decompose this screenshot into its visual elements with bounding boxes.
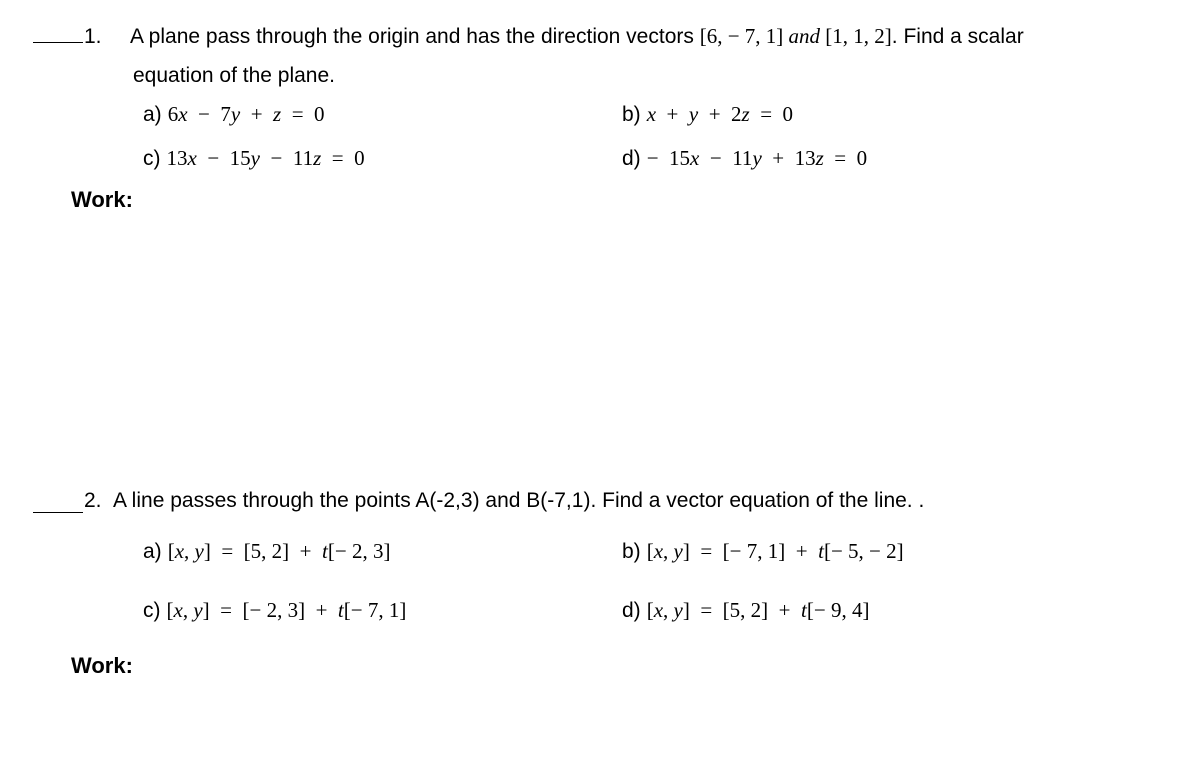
option-expression: 13x − 15y − 11z = 0	[166, 146, 365, 170]
option-q2-c[interactable]	[143, 600, 406, 621]
answer-blank-q2[interactable]	[33, 512, 83, 513]
question-text-q1-line2: equation of the plane.	[133, 64, 336, 87]
question-number-q2: 2.	[84, 489, 102, 512]
direction-vectors-math: [6, − 7, 1] and [1, 1, 2]	[699, 24, 892, 48]
option-label: c)	[143, 147, 161, 170]
option-expression: [x, y] = [5, 2] + t[− 9, 4]	[646, 598, 870, 622]
work-label-q2: Work:	[71, 653, 133, 678]
option-expression: [x, y] = [− 7, 1] + t[− 5, − 2]	[646, 539, 904, 563]
option-label: a)	[143, 540, 162, 563]
question-text-q2: A line passes through the points A(-2,3) and B(-7,1). Find a vector equation of the line. .	[113, 489, 925, 512]
option-q1-a[interactable]	[143, 104, 325, 125]
option-label: b)	[622, 103, 641, 126]
option-expression: [x, y] = [5, 2] + t[− 2, 3]	[167, 539, 391, 563]
option-label: c)	[143, 599, 161, 622]
option-label: b)	[622, 540, 641, 563]
option-q1-d[interactable]	[622, 148, 867, 169]
option-expression: x + y + 2z = 0	[646, 102, 794, 126]
answer-blank-q1[interactable]	[33, 42, 83, 43]
option-q2-a[interactable]	[143, 541, 390, 562]
option-expression: [x, y] = [− 2, 3] + t[− 7, 1]	[166, 598, 407, 622]
option-q1-c[interactable]	[143, 148, 365, 169]
option-expression: − 15x − 11y + 13z = 0	[646, 146, 868, 170]
option-q2-d[interactable]	[622, 600, 869, 621]
option-q1-b[interactable]	[622, 104, 793, 125]
option-expression: 6x − 7y + z = 0	[167, 102, 325, 126]
option-label: d)	[622, 147, 641, 170]
option-label: a)	[143, 103, 162, 126]
question-text-q1	[130, 26, 1024, 47]
question-text-q1-part2: . Find a scalar	[891, 25, 1024, 48]
question-text-q1-part1: A plane pass through the origin and has the direction vectors	[130, 25, 700, 48]
question-number-q1: 1.	[84, 25, 102, 48]
option-q2-b[interactable]	[622, 541, 904, 562]
option-label: d)	[622, 599, 641, 622]
work-label-q1: Work:	[71, 187, 133, 212]
